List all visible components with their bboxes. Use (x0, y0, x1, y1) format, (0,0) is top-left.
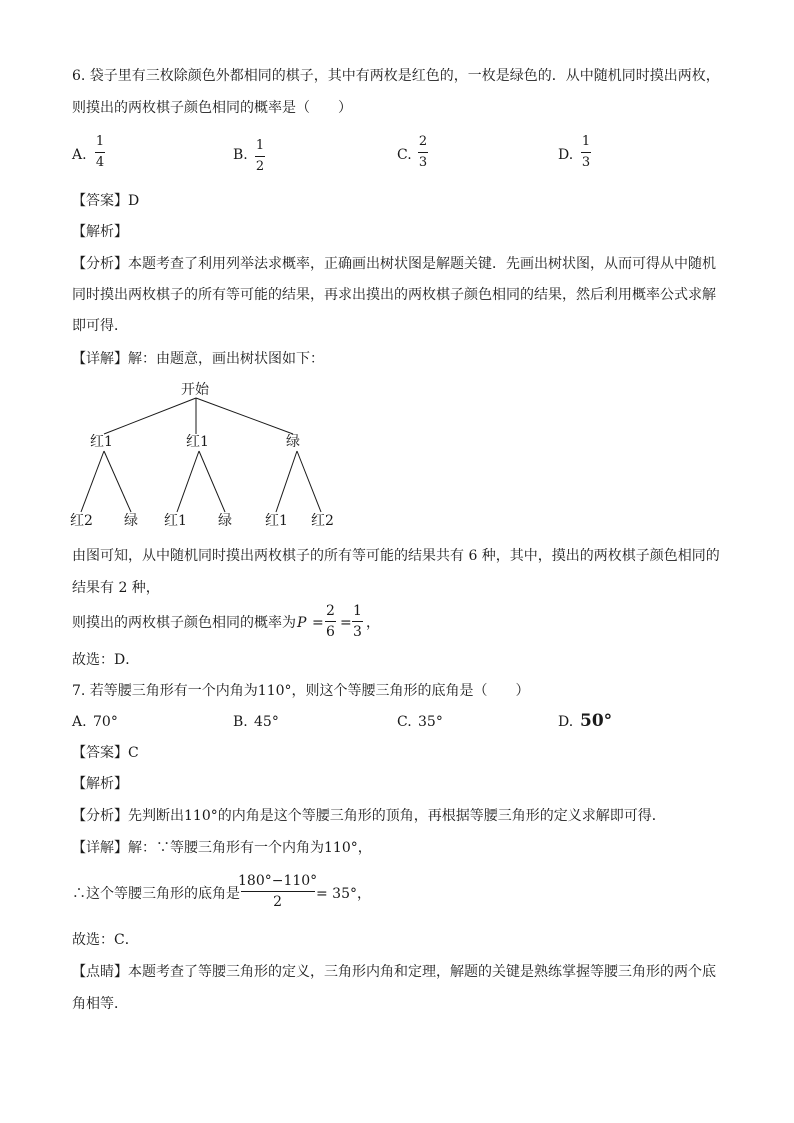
q7-analysis: 【分析】先判断出110°的内角是这个等腰三角形的顶角，再根据等腰三角形的定义求解即可得． (72, 808, 666, 824)
q6-probability-suffix: ， (366, 615, 380, 631)
q7-option-b-letter: B. (233, 714, 248, 730)
q7-calc-result: = 35°， (316, 886, 371, 902)
q6-analysis-heading: 【解析】 (72, 224, 128, 240)
q7-option-c-letter: C. (397, 714, 412, 730)
q6-probability-fraction-2: 1 3 (353, 603, 362, 640)
q7-comment-line2: 角相等． (72, 996, 128, 1012)
q6-option-c-fraction: 2 3 (418, 134, 428, 170)
q6-detail-intro: 【详解】解：由题意，画出树状图如下： (72, 351, 324, 367)
q6-option-a-letter: A. (72, 147, 87, 163)
q6-equals-sign: = (312, 615, 324, 631)
q6-probability-fraction-1: 2 6 (326, 603, 335, 640)
q6-option-a-fraction: 1 4 (95, 134, 105, 170)
q6-result-line2: 结果有 2 种， (72, 580, 160, 596)
q7-option-d-letter: D. (558, 714, 574, 730)
q6-option-d-fraction: 1 3 (581, 134, 591, 170)
q6-option-d-letter: D. (558, 147, 574, 163)
q7-option-a-value: 70° (93, 714, 118, 730)
q6-probability-prefix: 则摸出的两枚棋子颜色相同的概率为 (72, 615, 296, 631)
q7-option-c-value: 35° (418, 714, 443, 730)
q6-option-b-letter: B. (233, 147, 248, 163)
tree-edge (297, 451, 321, 512)
tree-root-label: 开始 (181, 382, 209, 398)
q6-stem-line2: 则摸出的两枚棋子颜色相同的概率是（ ） (72, 100, 352, 116)
q6-choose: 故选：D． (72, 652, 140, 668)
q6-result-line1: 由图可知，从中随机同时摸出两枚棋子的所有等可能的结果共有 6 种，其中，摸出的两枚棋子颜色相同的 (72, 548, 720, 564)
tree-level2-node: 红2 (70, 513, 93, 529)
tree-edge (177, 451, 199, 512)
q6-analysis-line3: 即可得． (72, 318, 128, 334)
tree-level2-node: 红1 (265, 513, 288, 529)
q6-probability-symbol: P (297, 615, 307, 631)
q6-analysis-line1: 【分析】本题考查了利用列举法求概率，正确画出树状图是解题关键．先画出树状图，从而可得从中随机 (72, 256, 716, 272)
q7-answer: 【答案】C (72, 745, 139, 761)
q6-equals-sign: = (340, 615, 352, 631)
tree-edge (276, 451, 297, 512)
q6-option-c-letter: C. (397, 147, 412, 163)
q7-analysis-heading: 【解析】 (72, 776, 128, 792)
tree-level1-node: 绿 (286, 434, 300, 450)
q6-stem-line1: 6. 袋子里有三枚除颜色外都相同的棋子，其中有两枚是红色的，一枚是绿色的．从中随机同时摸出两枚， (72, 68, 720, 84)
tree-edge (199, 451, 225, 512)
q7-stem: 7. 若等腰三角形有一个内角为110°，则这个等腰三角形的底角是（ ） (72, 683, 530, 699)
q7-calc-prefix: ∴这个等腰三角形的底角是 (72, 886, 240, 902)
tree-level2-node: 绿 (218, 513, 232, 529)
q7-option-d-value: 50° (580, 711, 613, 731)
q6-answer: 【答案】D (72, 193, 140, 209)
q7-option-a-letter: A. (72, 714, 87, 730)
tree-edge (81, 451, 104, 512)
q7-option-b-value: 45° (254, 714, 279, 730)
q7-calc-fraction: 180°−110° 2 (238, 873, 318, 910)
tree-edge (196, 398, 293, 434)
q6-option-b-fraction: 1 2 (255, 138, 265, 174)
tree-edge (104, 398, 196, 434)
tree-level1-node: 红1 (186, 434, 209, 450)
q7-choose: 故选：C． (72, 932, 139, 948)
tree-level2-node: 红2 (311, 513, 334, 529)
tree-level1-node: 红1 (90, 434, 113, 450)
q7-detail-line1: 【详解】解：∵等腰三角形有一个内角为110°， (72, 840, 372, 856)
q6-analysis-line2: 同时摸出两枚棋子的所有等可能的结果，再求出摸出的两枚棋子颜色相同的结果，然后利用概率公式求解 (72, 287, 716, 303)
q7-comment-line1: 【点睛】本题考查了等腰三角形的定义，三角形内角和定理，解题的关键是熟练掌握等腰三角形的两个底 (72, 964, 716, 980)
tree-level2-node: 绿 (124, 513, 138, 529)
tree-edge (104, 451, 131, 512)
tree-level2-node: 红1 (164, 513, 187, 529)
